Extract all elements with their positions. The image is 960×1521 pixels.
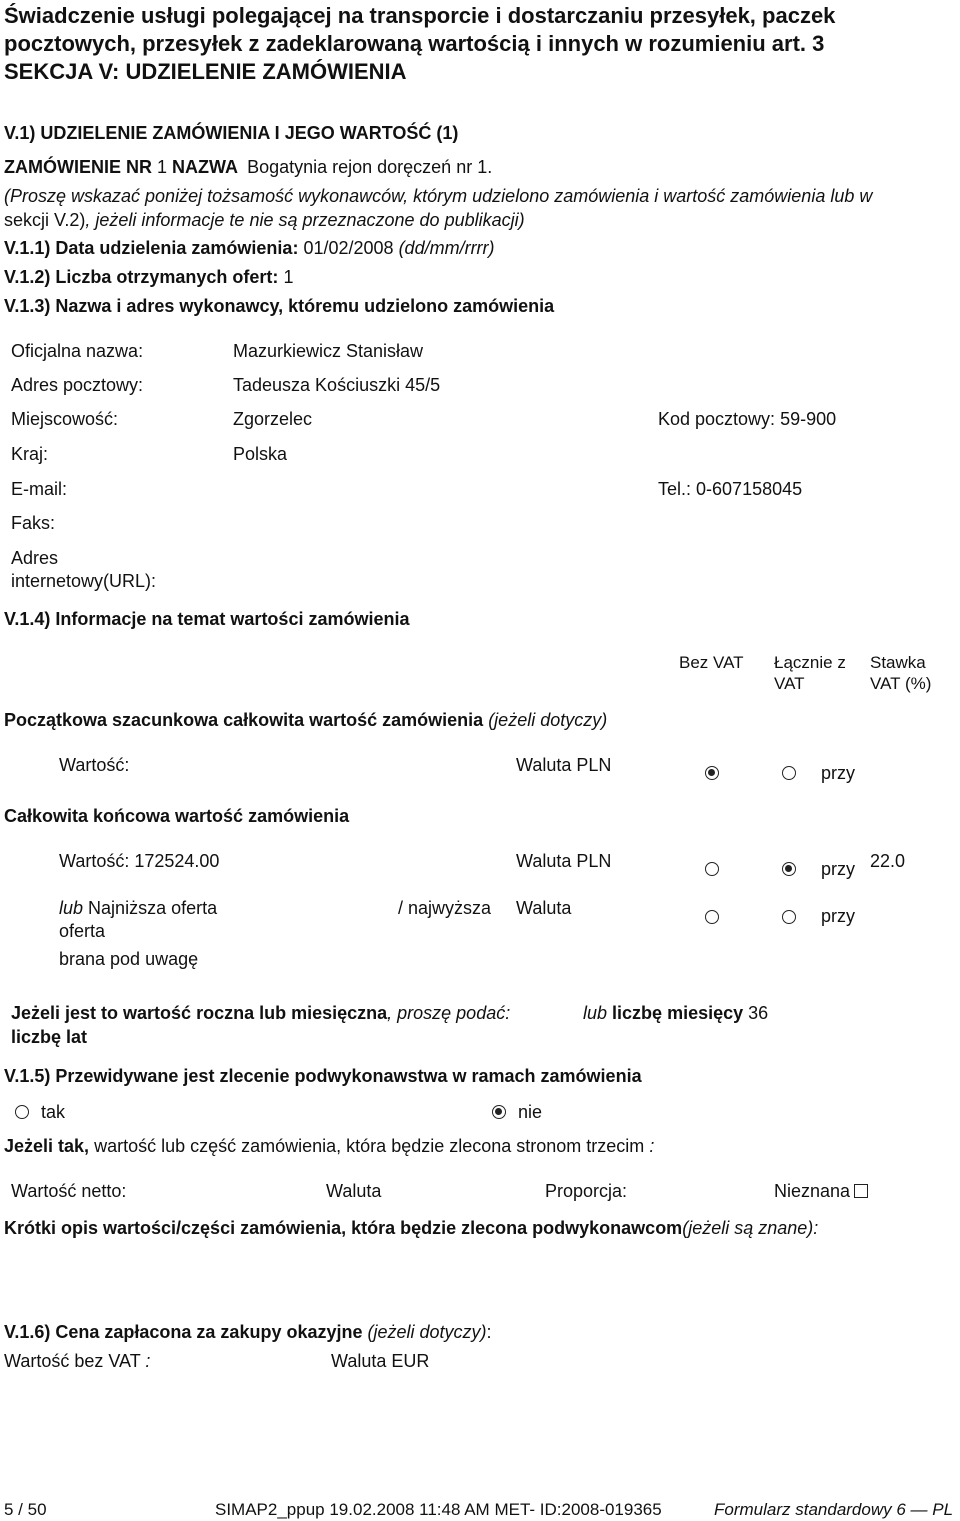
subcontract-tak-label: tak — [41, 1102, 66, 1122]
unknown-checkbox[interactable] — [854, 1184, 868, 1198]
initial-value-title: Początkowa szacunkowa całkowita wartość zamówienia — [4, 710, 484, 730]
years-label: liczbę lat — [11, 1027, 88, 1047]
tel: 0-607158045 — [696, 479, 803, 499]
if-yes-colon: : — [649, 1136, 655, 1156]
initial-bez-vat-radio[interactable] — [705, 766, 719, 780]
months-line — [583, 1003, 768, 1024]
col-lacznie-line2: VAT — [774, 674, 805, 693]
offers-przy: przy — [821, 906, 856, 926]
order-name-label: NAZWA — [172, 157, 239, 177]
order-no: 1 — [157, 157, 168, 177]
country: Polska — [233, 444, 288, 464]
months-value: 36 — [748, 1003, 769, 1023]
value-heading: V.1.4) Informacje na temat wartości zamówienia — [4, 609, 410, 629]
offers-label: V.1.2) Liczba otrzymanych ofert: — [4, 267, 279, 287]
address: Tadeusza Kościuszki 45/5 — [233, 375, 441, 395]
footer-page: 5 / 50 — [4, 1500, 47, 1519]
annual-label: Jeżeli jest to wartość roczna lub miesięczna — [11, 1003, 388, 1023]
final-vat-rate: 22.0 — [870, 851, 906, 871]
lowest-offer-line — [59, 898, 217, 919]
bargain-note: (jeżeli dotyczy) — [367, 1322, 487, 1342]
address-label: Adres pocztowy: — [11, 375, 144, 395]
award-date-format: (dd/mm/rrrr) — [398, 238, 495, 258]
annual-line — [11, 1003, 510, 1024]
bargain-currency: Waluta EUR — [331, 1351, 430, 1371]
url-label-line1: Adres — [11, 548, 59, 568]
highest-offer-label: / najwyższa — [398, 898, 492, 918]
col-stawka-line2: VAT (%) — [870, 674, 932, 693]
initial-lacznie-vat-radio[interactable] — [782, 766, 796, 780]
award-heading: V.1) UDZIELENIE ZAMÓWIENIA I JEGO WARTOŚĆ (1) — [4, 123, 459, 143]
proportion-label: Proporcja: — [545, 1181, 628, 1201]
subcontract-nie-label: nie — [518, 1102, 543, 1122]
final-bez-vat-radio[interactable] — [705, 862, 719, 876]
initial-value-note: (jeżeli dotyczy) — [488, 710, 608, 730]
col-bez-vat: Bez VAT — [679, 653, 744, 672]
offers-lacznie-vat-radio[interactable] — [782, 910, 796, 924]
city: Zgorzelec — [233, 409, 313, 429]
award-note-line2 — [4, 210, 525, 231]
official-name-label: Oficjalna nazwa: — [11, 341, 144, 361]
short-desc-line — [4, 1218, 818, 1239]
short-desc-label: Krótki opis wartości/części zamówienia, która będzie zlecona podwykonawcom — [4, 1218, 683, 1238]
final-currency: Waluta PLN — [516, 851, 612, 871]
unknown-label: Nieznana — [774, 1181, 851, 1201]
fax-label: Faks: — [11, 513, 56, 533]
award-date-line — [4, 238, 495, 259]
country-label: Kraj: — [11, 444, 49, 464]
final-lacznie-vat-radio[interactable] — [782, 862, 796, 876]
footer-doc-id: SIMAP2_ppup 19.02.2008 11:48 AM MET- ID:2008-019365 — [215, 1500, 662, 1519]
tel-label: Tel.: — [658, 479, 692, 499]
final-value-label: Wartość: 172524.00 — [59, 851, 220, 871]
initial-przy: przy — [821, 763, 856, 783]
bargain-value-label: Wartość bez VAT — [4, 1351, 141, 1371]
subcontract-nie-radio[interactable] — [492, 1105, 506, 1119]
net-value-label: Wartość netto: — [11, 1181, 127, 1201]
offers-value: 1 — [283, 267, 294, 287]
award-date-label: V.1.1) Data udzielenia zamówienia: — [4, 238, 299, 258]
offer-word: oferta — [59, 921, 106, 941]
lowest-offer-label: Najniższa oferta — [88, 898, 218, 918]
bargain-value-colon: : — [145, 1351, 151, 1371]
postcode-line — [658, 409, 836, 430]
email-label: E-mail: — [11, 479, 68, 499]
order-no-label: ZAMÓWIENIE NR — [4, 157, 152, 177]
order-line — [4, 157, 492, 178]
considered-label: brana pod uwagę — [59, 949, 199, 969]
if-yes-label: Jeżeli tak, — [4, 1136, 90, 1156]
col-stawka-line1: Stawka — [870, 653, 926, 672]
award-date-value: 01/02/2008 — [303, 238, 394, 258]
footer-form: Formularz standardowy 6 — PL — [714, 1500, 954, 1519]
city-label: Miejscowość: — [11, 409, 119, 429]
postcode-label: Kod pocztowy: — [658, 409, 776, 429]
if-yes-line — [4, 1136, 654, 1157]
bargain-colon: : — [486, 1322, 492, 1342]
postcode: 59-900 — [780, 409, 837, 429]
lowest-lub: lub — [59, 898, 84, 918]
initial-value-label: Wartość: — [59, 755, 130, 775]
final-value-heading: Całkowita końcowa wartość zamówienia — [4, 806, 350, 826]
bargain-title: V.1.6) Cena zapłacona za zakupy okazyjne — [4, 1322, 363, 1342]
subcontract-tak-radio[interactable] — [15, 1105, 29, 1119]
bargain-heading — [4, 1322, 492, 1343]
contractor-heading: V.1.3) Nazwa i adres wykonawcy, któremu udzielono zamówienia — [4, 296, 555, 316]
final-przy: przy — [821, 859, 856, 879]
months-label: liczbę miesięcy — [612, 1003, 744, 1023]
if-yes-text: wartość lub część zamówienia, która będzie zlecona stronom trzecim — [94, 1136, 645, 1156]
unknown-line — [774, 1181, 868, 1202]
document-title-line2: pocztowych, przesyłek z zadeklarowaną wartością i innych w rozumieniu art. 3 — [4, 31, 825, 56]
award-note-line1: (Proszę wskazać poniżej tożsamość wykonawców, którym udzielono zamówienia i wartość zamówienia lub w — [4, 186, 873, 206]
net-currency-label: Waluta — [326, 1181, 382, 1201]
section-title: SEKCJA V: UDZIELENIE ZAMÓWIENIA — [4, 59, 407, 84]
tel-line — [658, 479, 802, 500]
offers-bez-vat-radio[interactable] — [705, 910, 719, 924]
short-desc-note: (jeżeli są znane): — [682, 1218, 819, 1238]
bargain-value-line — [4, 1351, 150, 1372]
document-title-line1: Świadczenie usługi polegającej na transporcie i dostarczaniu przesyłek, paczek — [4, 3, 836, 28]
initial-currency: Waluta PLN — [516, 755, 612, 775]
order-name: Bogatynia rejon doręczeń nr 1. — [247, 157, 493, 177]
url-label-line2: internetowy(URL): — [11, 571, 157, 591]
award-note-ref: sekcji V.2) — [4, 210, 86, 230]
initial-value-heading — [4, 710, 607, 731]
official-name: Mazurkiewicz Stanisław — [233, 341, 424, 361]
offers-line — [4, 267, 293, 288]
subcontract-heading: V.1.5) Przewidywane jest zlecenie podwykonawstwa w ramach zamówienia — [4, 1066, 642, 1086]
months-lub: lub — [583, 1003, 608, 1023]
annual-please: , proszę podać: — [387, 1003, 511, 1023]
offers-currency: Waluta — [516, 898, 572, 918]
award-note-rest: , jeżeli informacje te nie są przeznaczone do publikacji) — [85, 210, 525, 230]
col-lacznie-line1: Łącznie z — [774, 653, 846, 672]
